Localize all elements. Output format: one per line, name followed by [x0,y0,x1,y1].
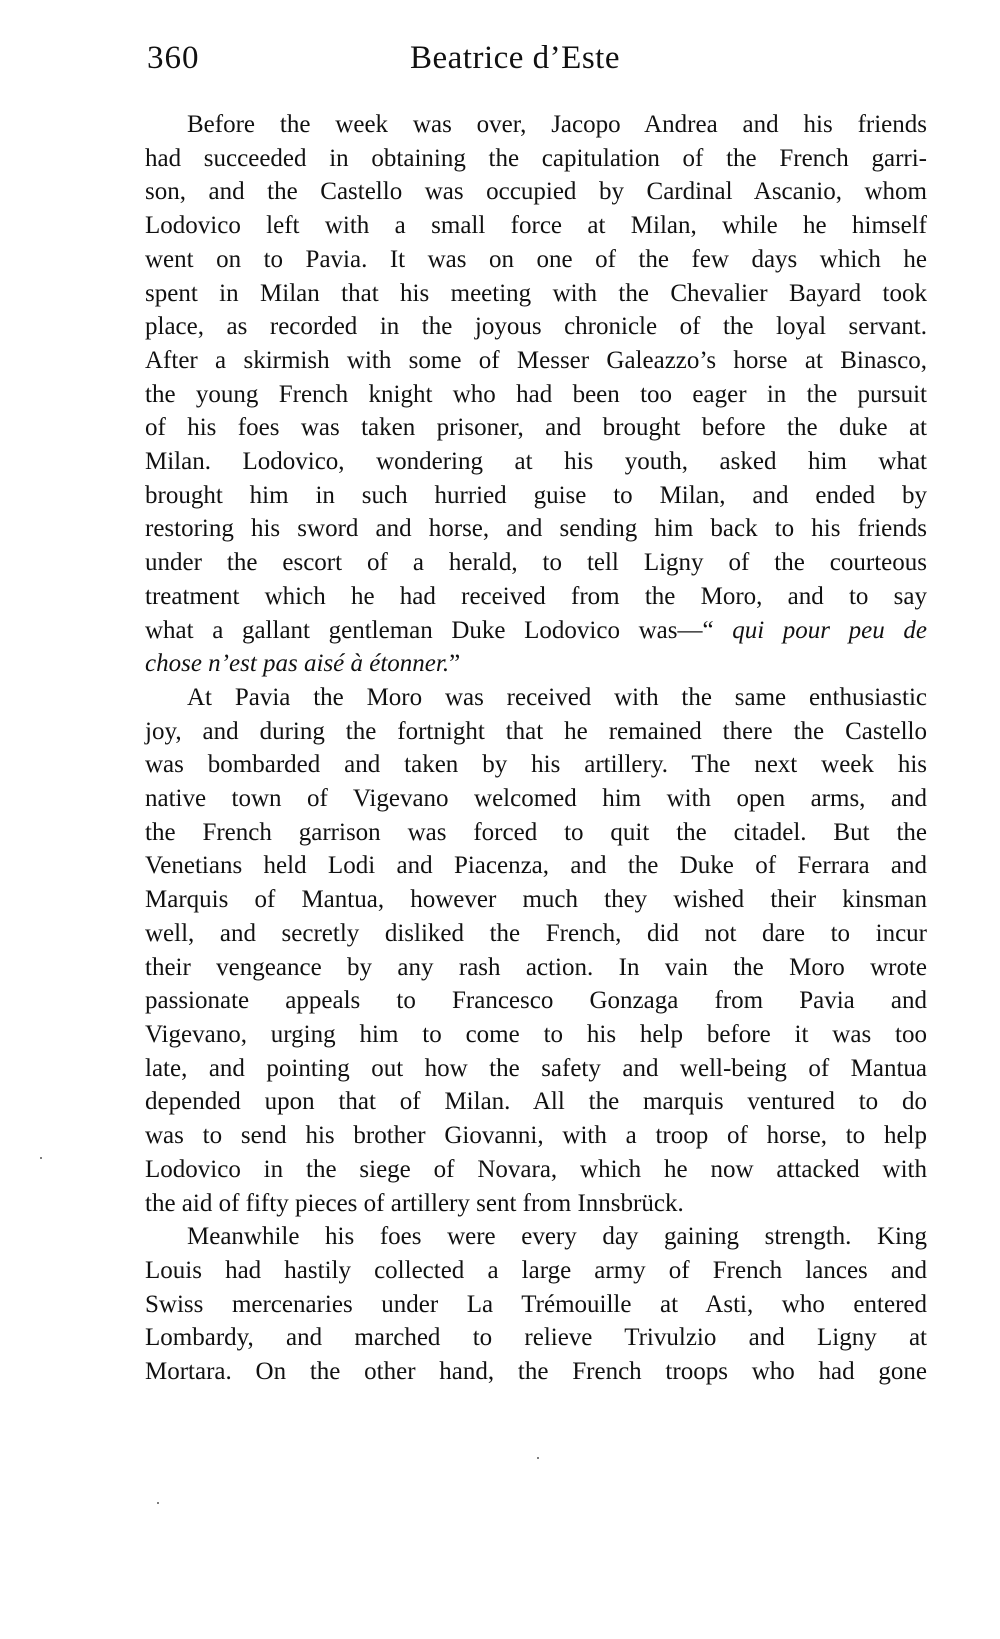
paragraph-3 [145,1220,927,1389]
text-line: Mortara. On the other hand, the French troops who had gone [145,1358,927,1386]
closing-quote: ” [449,650,461,678]
text-line: son, and the Castello was occupied by Cardinal Ascanio, whom [145,178,927,206]
text-line: brought him in such hurried guise to Milan, and ended by [145,481,927,509]
text-line: the French garrison was forced to quit the citadel. But the [145,818,927,846]
text-line: After a skirmish with some of Messer Galeazzo’s horse at Binasco, [145,346,927,374]
text-line: the aid of fifty pieces of artillery sent from Innsbrück. [145,1189,684,1217]
text-line: Before the week was over, Jacopo Andrea and his friends [187,111,927,138]
text-line-roman: what a gallant gentleman Duke Lodovico was—“ [145,616,733,644]
text-line: was to send his brother Giovanni, with a troop of horse, to help [145,1122,927,1150]
text-line: was bombarded and taken by his artillery. The next week his [145,751,927,779]
text-line: At Pavia the Moro was received with the same enthusiastic [187,683,927,711]
scan-speck [537,1457,539,1459]
text-line: had succeeded in obtaining the capitulation of the French garri- [145,144,927,172]
french-quote-italic: qui pour peu de [732,616,927,644]
text-line: Milan. Lodovico, wondering at his youth, asked him what [145,448,927,476]
paragraph-2 [145,681,927,1220]
paragraph-1 [145,108,927,681]
scan-speck [40,1157,42,1159]
text-line: depended upon that of Milan. All the marquis ventured to do [145,1088,927,1116]
text-line: Swiss mercenaries under La Trémouille at Asti, who entered [145,1290,927,1318]
text-line: native town of Vigevano welcomed him with open arms, and [145,785,927,813]
text-line: went on to Pavia. It was on one of the few days which he [145,245,927,273]
text-line: their vengeance by any rash action. In vain the Moro wrote [145,953,927,981]
text-line: Venetians held Lodi and Piacenza, and the Duke of Ferrara and [145,852,927,880]
text-line: Lodovico left with a small force at Milan, while he himself [145,212,927,240]
text-line: well, and secretly disliked the French, did not dare to incur [145,919,927,947]
page-number: 360 [147,40,200,76]
french-quote-italic: chose n’est pas aisé à étonner. [145,650,450,678]
text-line: late, and pointing out how the safety and well-being of Mantua [145,1054,927,1082]
text-line: Lodovico in the siege of Novara, which he now attacked with [145,1155,927,1183]
body-text [145,108,927,1389]
text-line: Marquis of Mantua, however much they wished their kinsman [145,886,927,914]
text-line: the young French knight who had been too eager in the pursuit [145,380,927,408]
text-line: treatment which he had received from the Moro, and to say [145,582,927,610]
text-line: restoring his sword and horse, and sending him back to his friends [145,515,927,543]
text-line: Meanwhile his foes were every day gaining strength. King [187,1223,927,1251]
text-line: Lombardy, and marched to relieve Trivulzio and Ligny at [145,1324,927,1352]
running-head: Beatrice d’Este [410,40,620,76]
text-line: Vigevano, urging him to come to his help before it was too [145,1020,927,1048]
text-line: under the escort of a herald, to tell Ligny of the courteous [145,549,927,577]
text-line [145,614,927,648]
text-line: passionate appeals to Francesco Gonzaga from Pavia and [145,987,927,1015]
text-line: joy, and during the fortnight that he remained there the Castello [145,717,927,745]
text-line: spent in Milan that his meeting with the Chevalier Bayard took [145,279,927,307]
text-line: of his foes was taken prisoner, and brought before the duke at [145,414,927,442]
scan-speck [157,1502,159,1504]
text-line: Louis had hastily collected a large army of French lances and [145,1256,927,1284]
text-line: place, as recorded in the joyous chronicle of the loyal servant. [145,313,927,341]
text-line [145,647,927,681]
